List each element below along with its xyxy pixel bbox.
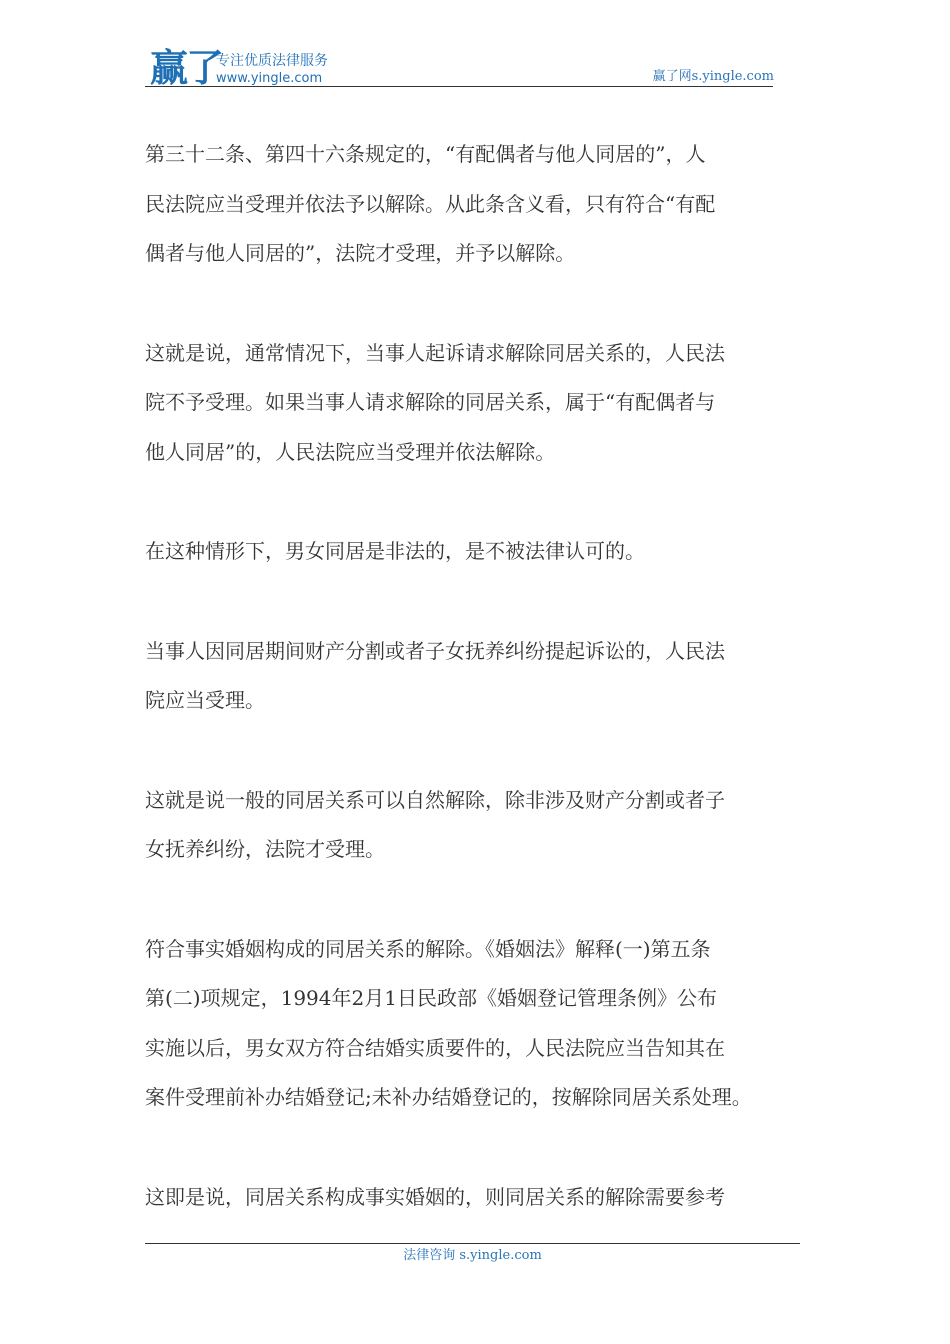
paragraph: 这就是说一般的同居关系可以自然解除，除非涉及财产分割或者子 女抚养纠纷，法院才受理。 (145, 787, 725, 861)
logo-url[interactable]: www.yingle.com (216, 71, 323, 86)
header-site-link[interactable]: 赢了网s.yingle.com (652, 69, 774, 84)
logo: 赢了 (150, 46, 223, 90)
paragraph: 第三十二条、第四十六条规定的，“有配偶者与他人同居的”，人 民法院应当受理并依法予以解除。从此条含义看，只有符合“有配 偶者与他人同居的”，法院才受理，并予以解除。 (145, 142, 716, 265)
paragraph: 这即是说，同居关系构成事实婚姻的，则同居关系的解除需要参考 (145, 1184, 725, 1209)
logo-slogan: 专注优质法律服务 (216, 53, 328, 69)
paragraph: 当事人因同居期间财产分割或者子女抚养纠纷提起诉讼的，人民法 院应当受理。 (145, 638, 725, 712)
paragraph: 这就是说，通常情况下，当事人起诉请求解除同居关系的，人民法 院不予受理。如果当事人请求解除的同居关系，属于“有配偶者与 他人同居”的，人民法院应当受理并依法解除。 (145, 340, 725, 464)
footer-link[interactable]: 法律咨询 s.yingle.com (403, 1248, 542, 1263)
paragraph: 在这种情形下，男女同居是非法的，是不被法律认可的。 (145, 539, 645, 563)
header-divider (145, 86, 773, 87)
page-header (0, 0, 950, 100)
paragraph: 符合事实婚姻构成的同居关系的解除。《婚姻法》解释(一)第五条 第(二)项规定，1994年2月1日民政部《婚姻登记管理条例》公布 实施以后，男女双方符合结婚实质要件的，人民法院应当告知其在 案件受理前补办结婚登记;未补办结婚登记的，按解除同居关系处理。 (145, 936, 752, 1109)
footer-divider (145, 1243, 800, 1244)
document-body (145, 130, 815, 1272)
